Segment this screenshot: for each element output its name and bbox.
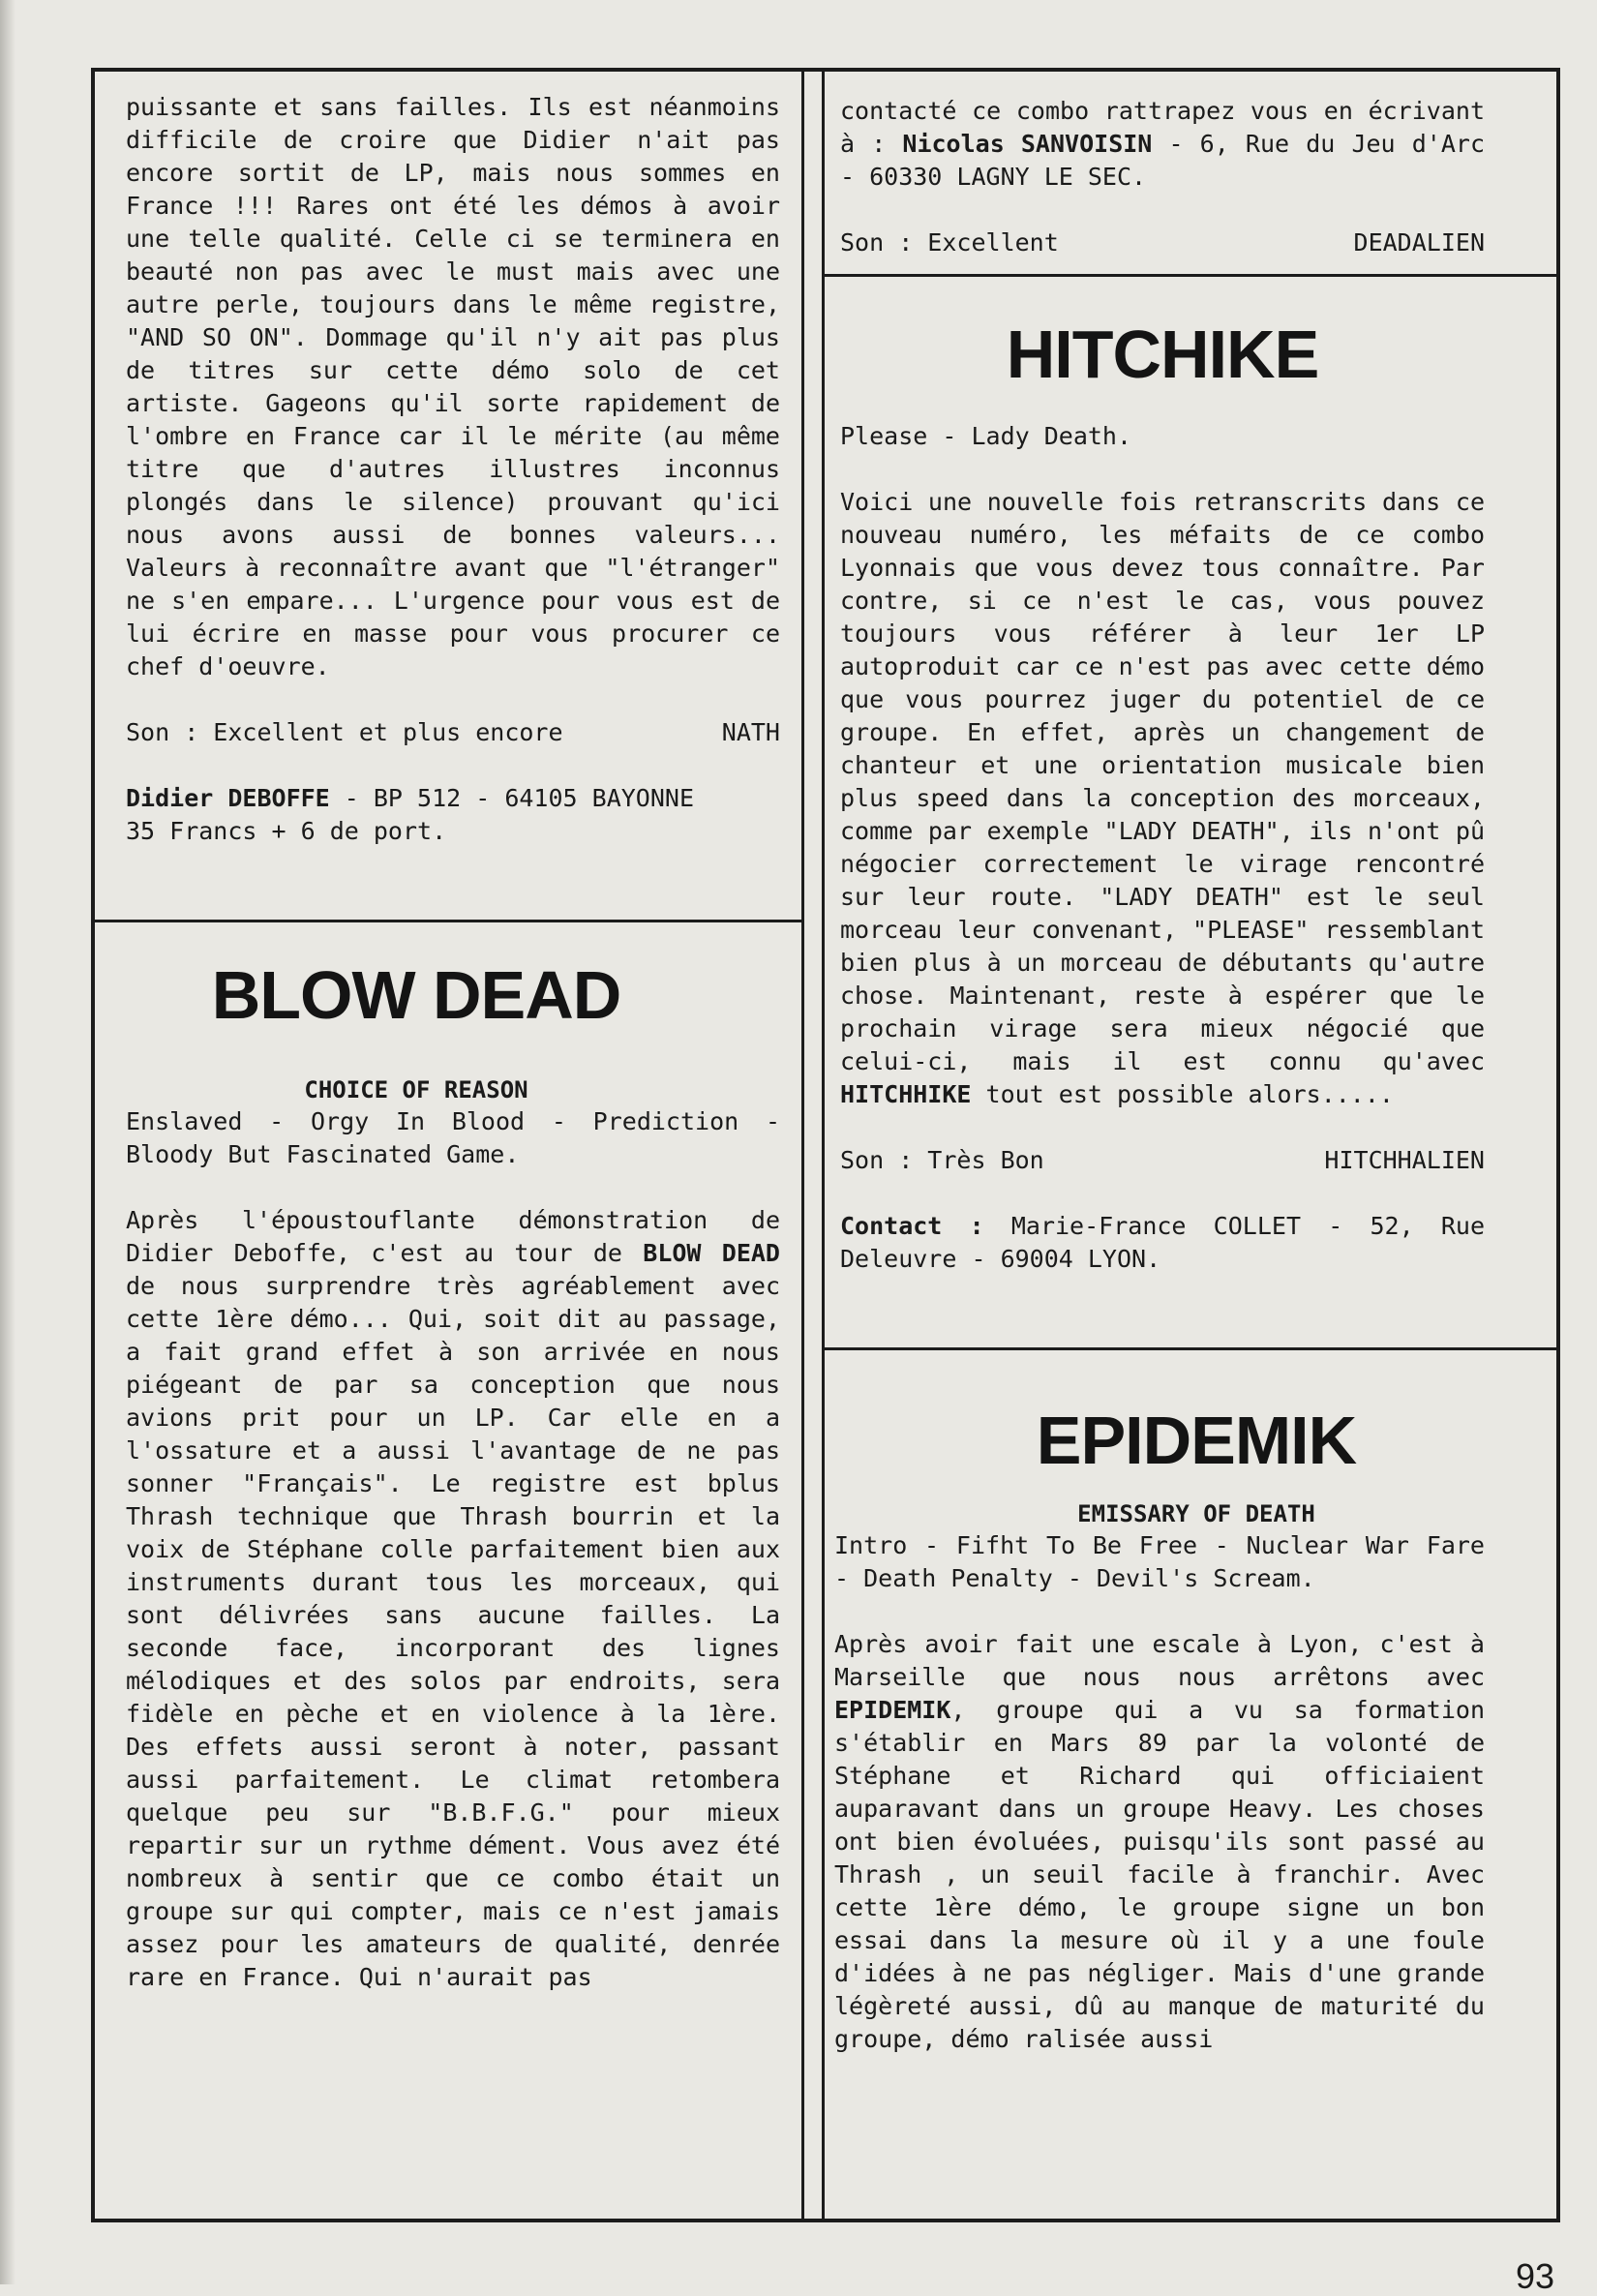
epidemik-band-title: EPIDEMIK <box>1036 1403 1357 1478</box>
column-divider-inner <box>822 70 825 2220</box>
section-divider-right-2 <box>823 1347 1560 1350</box>
didier-rating-row <box>126 716 780 749</box>
didier-sound-rating: Son : Excellent et plus encore <box>126 718 563 746</box>
hitchike-band-title: HITCHIKE <box>1006 317 1319 392</box>
page-number: 93 <box>1516 2256 1555 2296</box>
previous-review-end: contacté ce combo rattrapez vous en écrivant à : Nicolas SANVOISIN - 6, Rue du Jeu d'Arc - 60330 LAGNY LE SEC. <box>840 97 1485 191</box>
hitchike-review-text: Voici une nouvelle fois retranscrits dans ce nouveau numéro, les méfaits de ce combo Lyonnais que vous devez tous connaître. Par contre, si ce n'est le cas, vous pouvez toujours vous référer à leur 1er LP autoproduit car ce n'est pas avec cette démo que vous pourrez juger du potentiel de ce groupe. En effet, après un changement de chanteur et une orientation musicale bien plus speed dans la conception des morceaux, comme par exemple "LADY DEATH", ils n'ont pû négocier correctement le virage rencontré sur leur route. "LADY DEATH" est le seul morceau leur convenant, "PLEASE" ressemblant bien plus à un morceau de débutants qu'autre chose. Maintenant, reste à espérer que le prochain virage sera mieux négocié que celui-ci, mais il est connu qu'avec HITCHHIKE tout est possible alors..... <box>840 488 1485 1108</box>
binding-shadow <box>0 0 15 2284</box>
hitchike-contact-address: Marie-France COLLET - 52, Rue Deleuvre - 69004 LYON. <box>840 1212 1485 1273</box>
didier-review-text: puissante et sans failles. Ils est néanmoins difficile de croire que Didier n'ait pas encore sortit de LP, mais nous sommes en France !!! Rares ont été les démos à avoir une telle qualité. Celle ci se terminera en beauté non pas avec le must mais avec une autre perle, toujours dans le même registre, "AND SO ON". Dommage qu'il n'y ait pas plus de titres sur cette démo solo de cet artiste. Gageons qu'il sorte rapidement de l'ombre en France car il le mérite (au même titre que d'autres illustres inconnus plongés dans le silence) prouvant qu'ici nous avons aussi de bonnes valeurs... Valeurs à reconnaître avant que "l'étranger" ne s'en empare... L'urgence pour vous est de lui écrire en masse pour vous procurer ce chef d'oeuvre. <box>126 93 780 680</box>
previous-rating-row <box>840 227 1485 259</box>
didier-contact-address: - BP 512 - 64105 BAYONNE <box>329 784 695 812</box>
blowdead-review-band: BLOW DEAD <box>643 1239 780 1267</box>
blowdead-tracklist: Enslaved - Orgy In Blood - Prediction - Bloody But Fascinated Game. <box>126 1107 780 1168</box>
hitchike-contact <box>840 1210 1485 1276</box>
hitchike-rating-row <box>840 1144 1485 1177</box>
previous-sound-rating: Son : Excellent <box>840 228 1059 257</box>
didier-contact <box>126 782 780 815</box>
blowdead-section <box>126 956 780 1994</box>
epidemik-tracklist: Intro - Fifht To Be Free - Nuclear War Fare - Death Penalty - Devil's Scream. <box>834 1531 1485 1592</box>
didier-review-author: NATH <box>721 718 780 746</box>
hitchike-review-band: HITCHHIKE <box>840 1080 972 1108</box>
section-divider-right-1 <box>823 274 1560 277</box>
previous-review-author: DEADALIEN <box>1353 228 1485 257</box>
didier-contact-name: Didier DEBOFFE <box>126 784 330 812</box>
blowdead-band-title: BLOW DEAD <box>211 957 621 1033</box>
previous-contact-name: Nicolas SANVOISIN <box>902 130 1153 158</box>
right-column <box>840 95 1485 259</box>
didier-price: 35 Francs + 6 de port. <box>126 817 447 845</box>
hitchike-section <box>840 316 1485 1276</box>
epidemik-demo-title: EMISSARY OF DEATH <box>1077 1500 1315 1527</box>
hitchike-sound-rating: Son : Très Bon <box>840 1146 1044 1174</box>
blowdead-demo-title: CHOICE OF REASON <box>304 1076 528 1103</box>
hitchike-tracklist: Please - Lady Death. <box>840 422 1132 450</box>
epidemik-section <box>834 1402 1485 2056</box>
hitchike-contact-label: Contact : <box>840 1212 984 1240</box>
section-divider-left <box>93 920 804 922</box>
column-divider <box>801 70 804 2220</box>
blowdead-review-text: Après l'époustouflante démonstration de Didier Deboffe, c'est au tour de BLOW DEAD de nous surprendre très agréablement avec cette 1ère démo... Qui, soit dit au passage, a fait grand effet à son arrivée en nous piégeant de par sa conception que nous avions prit pour un LP. Car elle en a l'ossature et a aussi l'avantage de ne pas sonner "Français". Le registre est bplus Thrash technique que Thrash bourrin et la voix de Stéphane colle parfaitement bien aux instruments durant tous les morceaux, qui sont délivrées sans aucune failles. La seconde face, incorporant des lignes mélodiques et des solos par endroits, sera fidèle en pèche et en violence à la 1ère. Des effets aussi seront à noter, passant aussi parfaitement. Le climat retombera quelque peu sur "B.B.F.G." pour mieux repartir sur un rythme dément. Vous avez été nombreux à sentir que ce combo était un groupe sur qui compter, mais ce n'est jamais assez pour les amateurs de qualité, denrée rare en France. Qui n'aurait pas <box>126 1206 780 1991</box>
epidemik-review-band: EPIDEMIK <box>834 1696 951 1724</box>
hitchike-review-author: HITCHHALIEN <box>1324 1146 1485 1174</box>
left-column <box>126 91 780 848</box>
epidemik-review-text: Après avoir fait une escale à Lyon, c'est à Marseille que nous nous arrêtons avec EPIDEMIK, groupe qui a vu sa formation s'établir en Mars 89 par la volonté de Stéphane et Richard qui officiaient auparavant dans un groupe Heavy. Les choses ont bien évoluées, puisqu'ils sont passé au Thrash , un seuil facile à franchir. Avec cette 1ère démo, le groupe signe un bon essai dans la mesure où il y a une foule d'idées à ne pas négliger. Mais d'une grande légèreté aussi, dû au manque de maturité du groupe, démo ralisée aussi <box>834 1630 1485 2053</box>
